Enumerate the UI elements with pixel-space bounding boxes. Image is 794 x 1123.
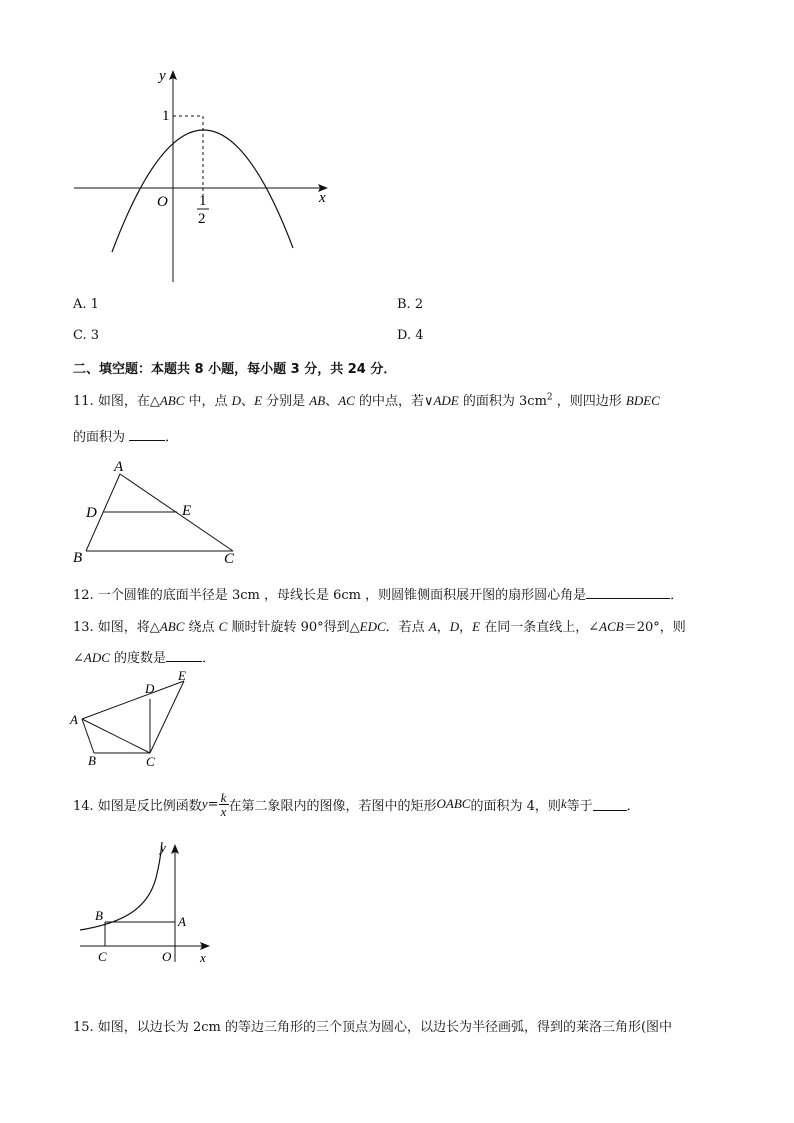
point-e-label: E (182, 503, 192, 519)
point-b-label: B (88, 753, 96, 768)
point-c-label: C (146, 754, 155, 769)
x-tick-half-den: 2 (198, 211, 206, 227)
point-b-label: B (73, 550, 83, 566)
point-a-label: A (70, 712, 78, 727)
section-heading: 二、填空题：本题共 8 小题，每小题 3 分，共 24 分． (73, 362, 397, 377)
origin-label: O (157, 194, 168, 210)
x-tick-half-num: 1 (199, 193, 207, 209)
x-label: x (319, 190, 326, 206)
q13-rotation-figure (66, 668, 206, 772)
q13-answer-blank[interactable] (166, 649, 202, 662)
q12-line: 12. 一个圆锥的底面半径是 3cm ，母线长是 6cm ，则圆锥侧面积展开图的扇形圆心角是 ． (73, 588, 684, 603)
y-label: y (159, 68, 166, 84)
q13-line1: 13. 如图，将△ABC 绕点 C 顺时针旋转 90°得到△EDC．若点 A，D，E 在同一条直线上，∠ACB＝20°，则 (73, 619, 686, 635)
point-b-label: B (95, 908, 103, 923)
y-label: y (160, 840, 166, 855)
x-label: x (200, 950, 206, 965)
option-c: C. 3 (73, 328, 100, 343)
q11-line2: 的面积为 ． (73, 430, 179, 445)
point-o-label: O (162, 949, 172, 964)
q13-line2: ∠ADC 的度数是 ． (73, 650, 216, 666)
q14-hyperbola-figure (74, 838, 219, 968)
point-e-label: E (178, 668, 186, 683)
q11-line1: 11. 如图，在△ABC 中，点 D、E 分别是 AB、AC 的中点，若∨ADE 的面积为 $3cm^2$ ，则四边形 BDEC (73, 392, 660, 409)
point-a-label: A (114, 459, 124, 475)
q14-answer-blank[interactable] (593, 798, 627, 811)
parabola-figure (60, 60, 350, 290)
q11-number: 11. (73, 394, 94, 409)
point-c-label: C (98, 949, 107, 964)
point-d-label: D (145, 681, 155, 696)
point-c-label: C (224, 551, 235, 567)
option-a: A. 1 (73, 297, 99, 312)
fraction-k-over-x: $\frac{k}{x}$ (219, 791, 229, 818)
hyperbola-curve (80, 842, 162, 930)
point-a-label: A (178, 914, 186, 929)
q12-answer-blank[interactable] (586, 586, 670, 599)
q11-answer-blank[interactable] (129, 428, 165, 441)
option-d: D. 4 (397, 328, 424, 343)
point-d-label: D (86, 505, 97, 521)
y-tick-one: 1 (162, 108, 170, 124)
q15-line: 15. 如图，以边长为 2cm 的等边三角形的三个顶点为圆心，以边长为半径画弧，得到的莱洛三角形(图中 (73, 1020, 673, 1035)
q11-triangle-figure (70, 455, 250, 570)
option-b: B. 2 (397, 297, 424, 312)
q14-line: 14. 如图是反比例函数 y = $\frac{k}{x}$ 在第二象限内的图像，若图中的矩形 OABC 的面积为 4，则 k 等于 ． (73, 789, 640, 819)
